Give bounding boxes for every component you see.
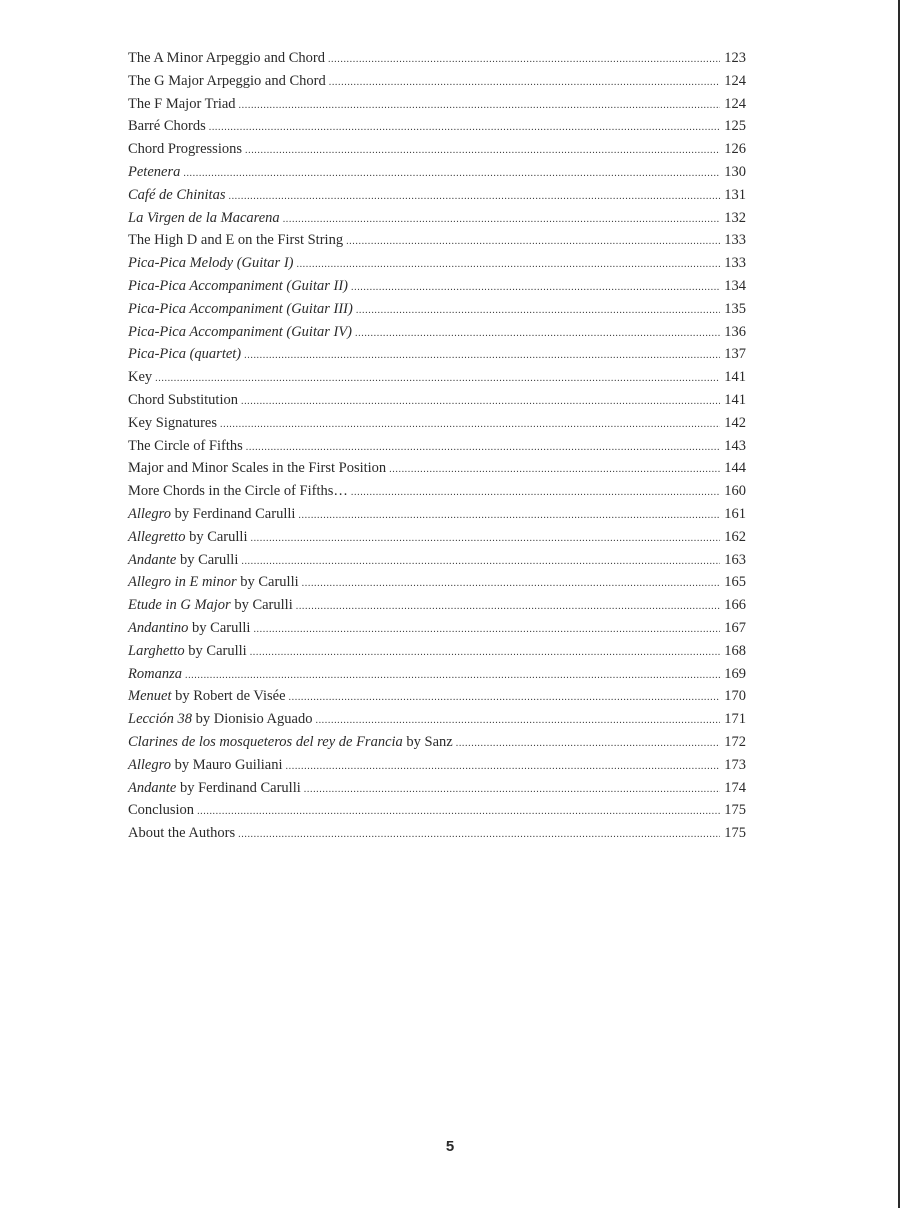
toc-entry-page: 123 — [724, 50, 746, 66]
toc-entry-title — [128, 435, 244, 458]
toc-entry-title — [128, 594, 294, 617]
toc-entry-title — [128, 685, 287, 708]
dot-leader — [283, 209, 720, 232]
dot-leader — [246, 437, 720, 460]
toc-entry-title — [128, 70, 327, 93]
toc-entry-title — [128, 457, 387, 480]
table-of-contents — [128, 47, 746, 845]
toc-entry-title-italic: Clarines de los mosqueteros del rey de Francia — [128, 733, 403, 750]
toc-entry-page: 166 — [724, 597, 746, 614]
toc-entry-title — [128, 503, 296, 526]
toc-entry-title — [128, 389, 239, 412]
toc-entry-title — [128, 184, 226, 207]
toc-entry — [128, 47, 746, 70]
toc-entry-title — [128, 526, 248, 549]
toc-entry — [128, 571, 746, 594]
dot-leader — [220, 414, 720, 437]
dot-leader — [302, 573, 720, 596]
toc-entry-title-text: The A Minor Arpeggio and Chord — [128, 50, 325, 66]
dot-leader — [296, 596, 720, 619]
toc-entry-title — [128, 343, 242, 366]
toc-entry-title-text: by Ferdinand Carulli — [176, 779, 301, 796]
dot-leader — [239, 95, 720, 118]
toc-entry — [128, 754, 746, 777]
toc-entry-title — [128, 777, 302, 800]
dot-leader — [250, 528, 720, 551]
toc-entry-page: 125 — [724, 118, 746, 135]
toc-entry-title-text: Key — [128, 369, 153, 386]
toc-entry-title-italic: Romanza — [128, 665, 182, 682]
toc-entry-page: 163 — [724, 551, 746, 568]
toc-entry-title-italic: Pica-Pica Melody (Guitar I) — [128, 255, 294, 272]
toc-entry-title-text: by Carulli — [184, 642, 247, 659]
toc-entry-title-text: by Sanz — [402, 733, 453, 750]
toc-entry-title-text: by Carulli — [236, 574, 299, 591]
toc-entry — [128, 526, 746, 549]
toc-entry-title — [128, 366, 153, 389]
toc-entry-title-text: by Carulli — [230, 597, 293, 614]
toc-entry-page: 175 — [724, 802, 746, 819]
dot-leader — [155, 368, 720, 391]
toc-entry-title — [128, 252, 294, 275]
toc-entry-page: 169 — [724, 665, 746, 682]
toc-entry — [128, 298, 746, 321]
toc-entry — [128, 366, 746, 389]
toc-entry-title-italic: Andantino — [128, 619, 189, 636]
toc-entry — [128, 252, 746, 275]
toc-entry-page: 165 — [724, 574, 746, 591]
toc-entry-page: 170 — [724, 688, 746, 705]
toc-entry — [128, 138, 746, 161]
dot-leader — [298, 505, 720, 528]
toc-entry-title-italic: Andante — [128, 551, 177, 568]
toc-entry-page: 133 — [724, 255, 746, 272]
toc-entry-title-text: Chord Progressions — [128, 141, 242, 158]
toc-entry-title-text: by Carulli — [176, 551, 239, 568]
toc-entry-page: 160 — [724, 483, 746, 500]
dot-leader — [286, 756, 720, 779]
dot-leader — [315, 710, 720, 733]
toc-entry-title-italic: Allegro — [128, 505, 171, 522]
toc-entry-title-text: Chord Substitution — [128, 391, 238, 408]
toc-entry — [128, 161, 746, 184]
dot-leader — [351, 482, 720, 505]
toc-entry — [128, 321, 746, 344]
dot-leader — [328, 49, 720, 72]
dot-leader — [209, 117, 720, 140]
toc-entry-page: 124 — [724, 95, 746, 112]
toc-entry — [128, 184, 746, 207]
toc-entry-title — [128, 138, 243, 161]
toc-entry — [128, 435, 746, 458]
toc-entry-title-text: More Chords in the Circle of Fifths… — [128, 483, 348, 500]
toc-entry-title — [128, 93, 237, 116]
toc-entry-page: 171 — [724, 711, 746, 728]
toc-entry-title — [128, 275, 349, 298]
toc-entry-title-text: by Robert de Visée — [171, 688, 286, 705]
toc-entry-title — [128, 161, 181, 184]
toc-entry — [128, 822, 746, 845]
toc-entry-page: 126 — [724, 141, 746, 158]
toc-entry-title — [128, 640, 248, 663]
dot-leader — [253, 619, 720, 642]
toc-entry-title-italic: Petenera — [128, 163, 181, 180]
dot-leader — [183, 163, 720, 186]
toc-entry-title-text: The High D and E on the First String — [128, 232, 344, 249]
toc-entry-title-text: by Mauro Guiliani — [170, 756, 283, 773]
dot-leader — [355, 323, 720, 346]
toc-entry — [128, 777, 746, 800]
toc-entry-title-text: The G Major Arpeggio and Chord — [128, 72, 326, 89]
toc-entry-title-text: The F Major Triad — [128, 95, 236, 112]
toc-entry-title-text: About the Authors — [128, 825, 236, 842]
toc-entry-title-italic: Andante — [128, 779, 177, 796]
toc-entry-title-italic: Lección 38 — [128, 711, 193, 728]
toc-entry-title-italic: Allegro — [128, 756, 171, 773]
toc-entry-page: 144 — [724, 460, 746, 477]
toc-entry-title-italic: Pica-Pica Accompaniment (Guitar II) — [128, 277, 348, 294]
toc-entry-title-italic: Pica-Pica Accompaniment (Guitar III) — [128, 300, 353, 317]
toc-entry — [128, 70, 746, 93]
toc-entry-page: 143 — [724, 437, 746, 454]
dot-leader — [329, 72, 720, 95]
toc-entry-title — [128, 298, 354, 321]
toc-entry-title-italic: Pica-Pica (quartet) — [128, 346, 242, 363]
toc-entry — [128, 115, 746, 138]
dot-leader — [241, 551, 720, 574]
dot-leader — [289, 687, 720, 710]
dot-leader — [185, 665, 720, 688]
dot-leader — [245, 140, 720, 163]
toc-entry-title-italic: Pica-Pica Accompaniment (Guitar IV) — [128, 323, 353, 340]
toc-entry — [128, 480, 746, 503]
dot-leader — [296, 254, 720, 277]
toc-entry-page: 134 — [724, 277, 746, 294]
toc-entry-page: 130 — [724, 163, 746, 180]
toc-entry-page: 137 — [724, 346, 746, 363]
toc-entry — [128, 549, 746, 572]
toc-entry-title-text: Key Signatures — [128, 414, 217, 431]
toc-entry — [128, 640, 746, 663]
dot-leader — [304, 779, 720, 802]
toc-entry-title — [128, 754, 284, 777]
toc-entry-title-text: by Carulli — [188, 619, 251, 636]
toc-entry — [128, 229, 746, 252]
toc-entry-title-text: by Dionisio Aguado — [192, 711, 313, 728]
toc-entry-page: 175 — [724, 825, 746, 842]
toc-entry-title-text: Major and Minor Scales in the First Position — [128, 460, 387, 477]
toc-entry-page: 124 — [724, 72, 746, 89]
toc-entry — [128, 503, 746, 526]
toc-entry-page: 162 — [724, 528, 746, 545]
toc-entry — [128, 685, 746, 708]
toc-entry — [128, 207, 746, 230]
toc-entry-title — [128, 480, 349, 503]
toc-entry — [128, 457, 746, 480]
toc-entry-title-italic: Menuet — [128, 688, 172, 705]
toc-entry-title-text: by Ferdinand Carulli — [170, 505, 296, 522]
toc-entry-page: 174 — [724, 779, 746, 796]
toc-entry-title-italic: Café de Chinitas — [128, 186, 226, 203]
toc-entry-page: 136 — [724, 323, 746, 340]
toc-entry-page: 173 — [724, 756, 746, 773]
dot-leader — [197, 801, 720, 824]
dot-leader — [228, 186, 720, 209]
toc-entry-title-italic: La Virgen de la Macarena — [128, 209, 280, 226]
dot-leader — [356, 300, 720, 323]
toc-entry-page: 167 — [724, 619, 746, 636]
toc-entry — [128, 389, 746, 412]
toc-entry-title — [128, 549, 239, 572]
toc-entry-title — [128, 822, 236, 845]
toc-entry-page: 168 — [724, 642, 746, 659]
toc-entry — [128, 617, 746, 640]
dot-leader — [346, 231, 720, 254]
toc-entry-title — [128, 207, 281, 230]
toc-entry-title-italic: Allegro in E minor — [128, 574, 237, 591]
toc-entry-title — [128, 321, 353, 344]
toc-entry-title-italic: Etude in G Major — [128, 597, 231, 614]
toc-entry-page: 172 — [724, 733, 746, 750]
toc-entry-page: 142 — [724, 414, 746, 431]
page-number: 5 — [445, 1138, 455, 1155]
dot-leader — [456, 733, 720, 756]
toc-entry-page: 141 — [724, 369, 746, 386]
toc-entry — [128, 594, 746, 617]
toc-entry-title — [128, 731, 454, 754]
toc-entry-page: 132 — [724, 209, 746, 226]
toc-entry-title — [128, 617, 251, 640]
toc-entry-title-italic: Larghetto — [128, 642, 185, 659]
toc-entry-title — [128, 115, 207, 138]
dot-leader — [238, 824, 720, 847]
toc-entry-title — [128, 229, 344, 252]
toc-entry-title — [128, 799, 195, 822]
toc-entry-title — [128, 412, 218, 435]
dot-leader — [351, 277, 720, 300]
toc-entry-page: 131 — [724, 186, 746, 203]
toc-entry-title-text: The Circle of Fifths — [128, 437, 243, 454]
toc-entry — [128, 708, 746, 731]
toc-entry-page: 161 — [724, 505, 746, 522]
toc-entry — [128, 799, 746, 822]
toc-entry — [128, 343, 746, 366]
toc-entry-title — [128, 47, 326, 70]
toc-entry-title-text: Barré Chords — [128, 118, 206, 135]
toc-entry — [128, 663, 746, 686]
toc-entry-title — [128, 708, 313, 731]
toc-entry-title — [128, 663, 183, 686]
toc-entry — [128, 412, 746, 435]
toc-entry-title-text: Conclusion — [128, 802, 195, 819]
dot-leader — [244, 345, 720, 368]
toc-entry-page: 135 — [724, 300, 746, 317]
toc-entry-title — [128, 571, 300, 594]
toc-entry-title-italic: Allegretto — [128, 528, 186, 545]
dot-leader — [250, 642, 720, 665]
dot-leader — [241, 391, 720, 414]
dot-leader — [389, 459, 720, 482]
toc-entry — [128, 93, 746, 116]
toc-entry — [128, 731, 746, 754]
toc-entry-title-text: by Carulli — [185, 528, 248, 545]
toc-entry — [128, 275, 746, 298]
toc-entry-page: 133 — [724, 232, 746, 249]
toc-entry-page: 141 — [724, 391, 746, 408]
